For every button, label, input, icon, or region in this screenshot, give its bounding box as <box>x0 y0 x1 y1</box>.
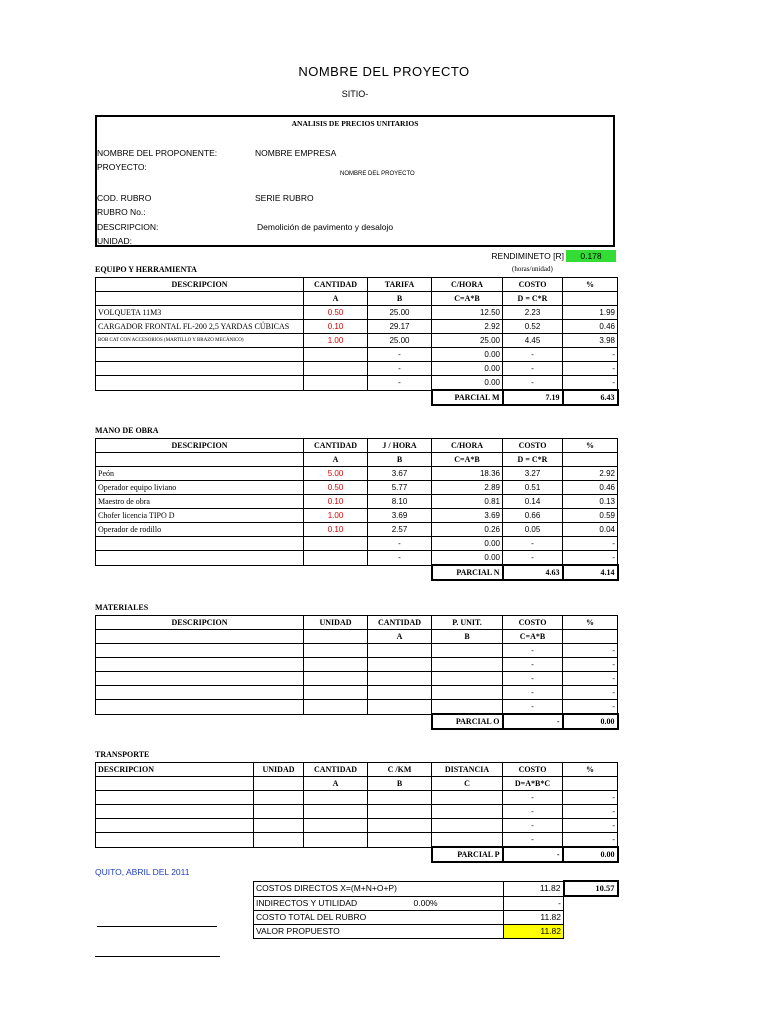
value-cell: 3.98 <box>563 334 618 348</box>
value-cell: 0.10 <box>304 495 368 509</box>
subheader-cell <box>96 777 254 791</box>
value-cell: - <box>503 537 563 551</box>
description-cell: Peón <box>96 467 304 481</box>
subheader-cell: A <box>368 630 432 644</box>
table-row <box>96 658 618 672</box>
value-cell: - <box>563 551 618 566</box>
place-date: QUITO, ABRIL DEL 2011 <box>95 867 190 877</box>
subheader-cell <box>96 292 304 306</box>
value-cell <box>304 791 368 805</box>
table-row <box>96 551 618 566</box>
value-cell: - <box>368 362 432 376</box>
unit-label: UNIDAD: <box>97 236 132 246</box>
labor-table <box>95 438 619 581</box>
transport-partial-cost: - <box>503 847 563 862</box>
header-cell: % <box>563 278 618 292</box>
value-cell: - <box>563 658 618 672</box>
table-row <box>96 523 618 537</box>
table-row <box>96 805 618 819</box>
equipment-partial-label: PARCIAL M <box>432 390 503 405</box>
project-label: PROYECTO: <box>97 162 147 172</box>
indirect-value: - <box>504 896 564 910</box>
value-cell <box>368 672 432 686</box>
value-cell: - <box>563 348 618 362</box>
value-cell: - <box>503 644 563 658</box>
labor-section-title: MANO DE OBRA <box>95 426 159 435</box>
header-cell: DESCRIPCION <box>96 763 254 777</box>
equipment-partial-pct: 6.43 <box>563 390 618 405</box>
materials-section-title: MATERIALES <box>95 603 149 612</box>
summary-table <box>253 880 619 939</box>
value-cell <box>432 686 503 700</box>
value-cell <box>254 805 304 819</box>
header-cell: COSTO <box>503 439 563 453</box>
code-label: COD. RUBRO <box>97 193 152 203</box>
value-cell: - <box>563 833 618 848</box>
value-cell: - <box>563 700 618 715</box>
performance-label: RENDIMINETO [R] <box>491 251 564 261</box>
value-cell <box>304 700 368 715</box>
value-cell: 5.77 <box>368 481 432 495</box>
value-cell <box>432 791 503 805</box>
value-cell: - <box>503 348 563 362</box>
header-cell: TARIFA <box>368 278 432 292</box>
value-cell: - <box>563 362 618 376</box>
equipment-table <box>95 277 619 406</box>
signature-line <box>95 956 220 957</box>
materials-table <box>95 615 619 730</box>
value-cell <box>304 686 368 700</box>
description-cell: Maestro de obra <box>96 495 304 509</box>
value-cell: 2.92 <box>563 467 618 481</box>
value-cell: 0.00 <box>432 537 503 551</box>
value-cell: 3.69 <box>432 509 503 523</box>
subheader-cell: B <box>368 453 432 467</box>
header-cell: CANTIDAD <box>368 616 432 630</box>
value-cell: 3.67 <box>368 467 432 481</box>
value-cell: 0.59 <box>563 509 618 523</box>
subheader-cell <box>563 630 618 644</box>
value-cell: 0.04 <box>563 523 618 537</box>
value-cell: - <box>503 791 563 805</box>
value-cell: 0.14 <box>503 495 563 509</box>
value-cell: - <box>368 348 432 362</box>
value-cell: 2.92 <box>432 320 503 334</box>
value-cell: - <box>368 376 432 391</box>
indirect-row <box>254 896 504 910</box>
value-cell: - <box>503 362 563 376</box>
description-cell <box>96 833 254 848</box>
description-cell <box>96 362 304 376</box>
value-cell <box>304 362 368 376</box>
direct-costs-label: COSTOS DIRECTOS X=(M+N+O+P) <box>254 881 504 896</box>
performance-units: (horas/unidad) <box>512 265 553 273</box>
table-row <box>96 537 618 551</box>
value-cell: 0.10 <box>304 523 368 537</box>
description-cell <box>96 686 304 700</box>
description-cell: Chofer licencia TIPO D <box>96 509 304 523</box>
description-cell <box>96 700 304 715</box>
value-cell: - <box>503 700 563 715</box>
value-cell <box>254 791 304 805</box>
header-cell: COSTO <box>503 278 563 292</box>
value-cell: 29.17 <box>368 320 432 334</box>
value-cell <box>304 551 368 566</box>
value-cell: 3.69 <box>368 509 432 523</box>
materials-partial-cost: - <box>503 714 563 729</box>
equipment-section-title: EQUIPO Y HERRAMIENTA <box>95 265 197 274</box>
value-cell <box>432 833 503 848</box>
header-cell: COSTO <box>503 763 563 777</box>
value-cell: 18.36 <box>432 467 503 481</box>
project-value: NOMBRE DEL PROYECTO <box>340 171 415 177</box>
value-cell: 3.27 <box>503 467 563 481</box>
table-row <box>96 481 618 495</box>
description-cell: CARGADOR FRONTAL FL-200 2,5 YARDAS CÚBICAS <box>96 320 304 334</box>
value-cell: 25.00 <box>368 306 432 320</box>
table-row <box>96 819 618 833</box>
value-cell <box>304 672 368 686</box>
subheader-cell: B <box>432 630 503 644</box>
table-row <box>96 362 618 376</box>
value-cell <box>304 348 368 362</box>
table-row <box>96 700 618 715</box>
value-cell <box>304 376 368 391</box>
value-cell: 0.50 <box>304 306 368 320</box>
header-cell: J / HORA <box>368 439 432 453</box>
indirect-pct: 0.00% <box>413 897 438 908</box>
total-cost-value: 11.82 <box>504 910 564 924</box>
analysis-title: ANALISIS DE PRECIOS UNITARIOS <box>291 119 419 128</box>
header-cell: C/HORA <box>432 278 503 292</box>
description-cell <box>96 658 304 672</box>
value-cell: 2.57 <box>368 523 432 537</box>
value-cell <box>254 833 304 848</box>
description-cell: VOLQUETA 11M3 <box>96 306 304 320</box>
direct-costs-pct: 10.57 <box>564 881 618 896</box>
header-cell: P. UNIT. <box>432 616 503 630</box>
subheader-cell: C=A*B <box>503 630 563 644</box>
subheader-cell: D = C*R <box>503 453 563 467</box>
table-row <box>96 306 618 320</box>
labor-partial-label: PARCIAL N <box>432 565 503 580</box>
proposed-value-label: VALOR PROPUESTO <box>254 924 504 938</box>
header-cell: DESCRIPCION <box>96 278 304 292</box>
value-cell: 25.00 <box>368 334 432 348</box>
value-cell: 12.50 <box>432 306 503 320</box>
header-cell: CANTIDAD <box>304 439 368 453</box>
value-cell: - <box>503 551 563 566</box>
value-cell: - <box>563 537 618 551</box>
description-label: DESCRIPCION: <box>97 222 159 232</box>
value-cell <box>432 644 503 658</box>
value-cell <box>304 805 368 819</box>
value-cell: - <box>368 551 432 566</box>
value-cell <box>368 805 432 819</box>
header-cell: % <box>563 439 618 453</box>
value-cell: 0.46 <box>563 320 618 334</box>
value-cell: 1.00 <box>304 334 368 348</box>
transport-table <box>95 762 619 863</box>
subheader-cell <box>96 453 304 467</box>
value-cell <box>304 819 368 833</box>
description-cell <box>96 791 254 805</box>
value-cell: 0.00 <box>432 376 503 391</box>
table-row <box>96 348 618 362</box>
value-cell: 1.99 <box>563 306 618 320</box>
description-cell: Operador equipo liviano <box>96 481 304 495</box>
indirect-label: INDIRECTOS Y UTILIDAD <box>256 897 358 908</box>
materials-partial-label: PARCIAL O <box>432 714 503 729</box>
description-cell <box>96 819 254 833</box>
value-cell: - <box>563 791 618 805</box>
value-cell: - <box>563 376 618 391</box>
description-cell <box>96 672 304 686</box>
value-cell: - <box>563 672 618 686</box>
header-cell: DISTANCIA <box>432 763 503 777</box>
description-cell <box>96 537 304 551</box>
description-cell <box>96 644 304 658</box>
subheader-cell: C=A*B <box>432 453 503 467</box>
subheader-cell <box>96 630 304 644</box>
value-cell: 0.00 <box>432 348 503 362</box>
table-row <box>96 791 618 805</box>
header-cell: % <box>563 763 618 777</box>
transport-partial-pct: 0.00 <box>563 847 618 862</box>
subheader-cell: B <box>368 777 432 791</box>
table-row <box>96 376 618 391</box>
value-cell: 0.00 <box>432 551 503 566</box>
value-cell: 0.13 <box>563 495 618 509</box>
table-row <box>96 686 618 700</box>
subheader-cell <box>563 777 618 791</box>
table-row <box>96 495 618 509</box>
value-cell <box>254 819 304 833</box>
value-cell: 0.10 <box>304 320 368 334</box>
value-cell <box>368 686 432 700</box>
table-row <box>96 467 618 481</box>
value-cell: - <box>563 805 618 819</box>
description-cell: Operador de rodillo <box>96 523 304 537</box>
header-cell: % <box>563 616 618 630</box>
proponent-label: NOMBRE DEL PROPONENTE: <box>97 148 218 158</box>
subheader-cell <box>563 292 618 306</box>
value-cell: 25.00 <box>432 334 503 348</box>
header-cell: DESCRIPCION <box>96 439 304 453</box>
project-title: NOMBRE DEL PROYECTO <box>298 64 470 79</box>
subheader-cell: C=A*B <box>432 292 503 306</box>
subheader-cell: D=A*B*C <box>503 777 563 791</box>
value-cell: - <box>503 819 563 833</box>
description-value: Demolición de pavimento y desalojo <box>257 222 394 232</box>
table-row <box>96 334 618 348</box>
value-cell: - <box>503 833 563 848</box>
table-row <box>96 509 618 523</box>
proposed-value: 11.82 <box>504 924 564 938</box>
description-cell <box>96 376 304 391</box>
value-cell: 0.26 <box>432 523 503 537</box>
equipment-partial-cost: 7.19 <box>503 390 563 405</box>
description-cell: BOB CAT CON ACCESORIOS (MARTILLO Y BRAZO MECÁNICO) <box>96 334 304 348</box>
value-cell <box>368 791 432 805</box>
item-no-label: RUBRO No.: <box>97 207 146 217</box>
table-row <box>96 320 618 334</box>
total-cost-label: COSTO TOTAL DEL RUBRO <box>254 910 504 924</box>
value-cell: 0.52 <box>503 320 563 334</box>
subheader-cell: A <box>304 292 368 306</box>
value-cell: 5.00 <box>304 467 368 481</box>
value-cell <box>368 658 432 672</box>
value-cell: - <box>368 537 432 551</box>
value-cell <box>304 833 368 848</box>
table-row <box>96 644 618 658</box>
value-cell <box>304 658 368 672</box>
header-cell: UNIDAD <box>254 763 304 777</box>
value-cell <box>432 819 503 833</box>
direct-costs-value: 11.82 <box>504 881 564 896</box>
table-row <box>96 833 618 848</box>
labor-partial-cost: 4.63 <box>503 565 563 580</box>
header-cell: CANTIDAD <box>304 278 368 292</box>
labor-partial-pct: 4.14 <box>563 565 618 580</box>
proponent-value: NOMBRE EMPRESA <box>255 148 337 158</box>
description-cell <box>96 805 254 819</box>
subheader-cell: C <box>432 777 503 791</box>
value-cell: 0.81 <box>432 495 503 509</box>
site-label: SITIO- <box>341 89 369 99</box>
value-cell: - <box>503 672 563 686</box>
performance-value: 0.178 <box>566 250 616 262</box>
description-cell <box>96 348 304 362</box>
value-cell <box>368 833 432 848</box>
value-cell: 0.66 <box>503 509 563 523</box>
value-cell <box>432 658 503 672</box>
value-cell <box>368 819 432 833</box>
code-value: SERIE RUBRO <box>255 193 314 203</box>
value-cell: 0.46 <box>563 481 618 495</box>
value-cell: - <box>563 686 618 700</box>
value-cell <box>304 644 368 658</box>
subheader-cell <box>563 453 618 467</box>
value-cell: - <box>563 644 618 658</box>
header-cell: DESCRIPCION <box>96 616 304 630</box>
signature-line <box>97 926 217 927</box>
table-row <box>96 672 618 686</box>
value-cell: 2.23 <box>503 306 563 320</box>
header-cell: COSTO <box>503 616 563 630</box>
subheader-cell: D = C*R <box>503 292 563 306</box>
value-cell: 0.05 <box>503 523 563 537</box>
value-cell: - <box>503 376 563 391</box>
value-cell: 2.89 <box>432 481 503 495</box>
value-cell: 4.45 <box>503 334 563 348</box>
value-cell: - <box>503 805 563 819</box>
value-cell <box>304 537 368 551</box>
materials-partial-pct: 0.00 <box>563 714 618 729</box>
value-cell: - <box>503 658 563 672</box>
subheader-cell <box>304 630 368 644</box>
value-cell: 0.51 <box>503 481 563 495</box>
header-cell: C /KM <box>368 763 432 777</box>
value-cell: 0.50 <box>304 481 368 495</box>
value-cell <box>432 805 503 819</box>
transport-section-title: TRANSPORTE <box>95 750 150 759</box>
header-cell: CANTIDAD <box>304 763 368 777</box>
value-cell: 8.10 <box>368 495 432 509</box>
subheader-cell <box>254 777 304 791</box>
value-cell: 1.00 <box>304 509 368 523</box>
header-cell: UNIDAD <box>304 616 368 630</box>
subheader-cell: A <box>304 453 368 467</box>
value-cell <box>432 700 503 715</box>
value-cell <box>368 700 432 715</box>
value-cell <box>368 644 432 658</box>
header-cell: C/HORA <box>432 439 503 453</box>
value-cell: - <box>503 686 563 700</box>
value-cell: - <box>563 819 618 833</box>
value-cell <box>432 672 503 686</box>
value-cell: 0.00 <box>432 362 503 376</box>
transport-partial-label: PARCIAL P <box>432 847 503 862</box>
subheader-cell: A <box>304 777 368 791</box>
subheader-cell: B <box>368 292 432 306</box>
description-cell <box>96 551 304 566</box>
